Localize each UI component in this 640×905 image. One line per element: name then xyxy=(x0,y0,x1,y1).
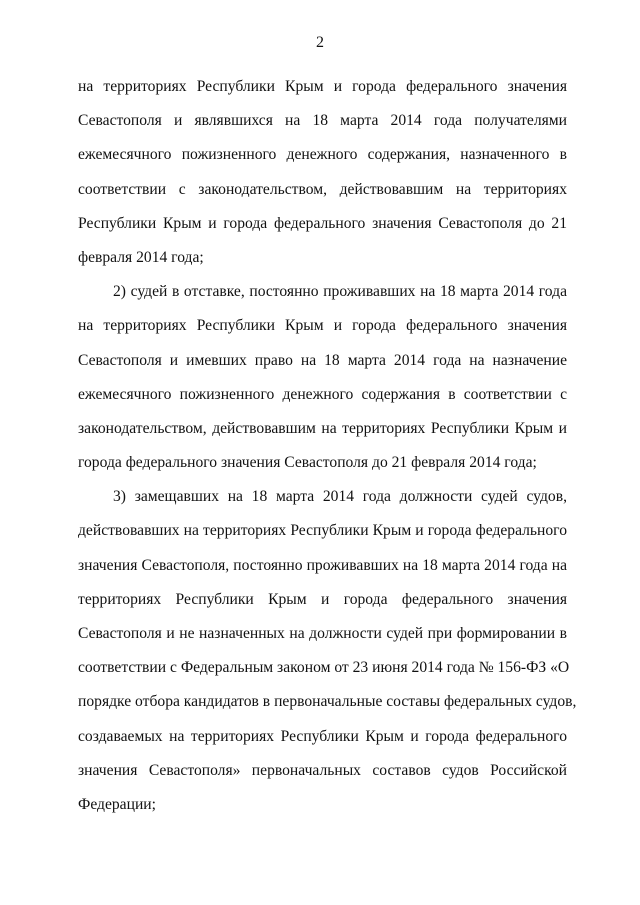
text-line: ежемесячного пожизненного денежного содержания в соответствии с xyxy=(78,385,567,403)
text-line: порядке отбора кандидатов в первоначальные составы федеральных судов, xyxy=(78,693,577,711)
text-line: соответствии с законодательством, действовавшим на территориях xyxy=(78,180,567,198)
text-line: на территориях Республики Крым и города федерального значения xyxy=(78,317,567,335)
paragraph-2 xyxy=(78,275,567,480)
text-line: соответствии с Федеральным законом от 23 июня 2014 года № 156-ФЗ «О xyxy=(78,659,570,677)
text-line: территориях Республики Крым и города федерального значения xyxy=(78,590,567,608)
text-line: февраля 2014 года; xyxy=(78,248,204,266)
text-line: значения Севастополя» первоначальных составов судов Российской xyxy=(78,761,567,779)
text-line: на территориях Республики Крым и города федерального значения xyxy=(78,78,567,95)
text-line: значения Севастополя, постоянно проживавших на 18 марта 2014 года на xyxy=(78,556,567,574)
text-line: Республики Крым и города федерального значения Севастополя до 21 xyxy=(78,214,567,232)
paragraph-1 xyxy=(78,70,567,275)
page-number: 2 xyxy=(316,34,324,51)
text-line: 3) замещавших на 18 марта 2014 года должности судей судов, xyxy=(113,488,567,506)
text-line: создаваемых на территориях Республики Крым и города федерального xyxy=(78,727,567,745)
text-line: города федерального значения Севастополя до 21 февраля 2014 года; xyxy=(78,454,537,472)
text-line: 2) судей в отставке, постоянно проживавших на 18 марта 2014 года xyxy=(113,283,567,301)
text-line: законодательством, действовавшим на территориях Республики Крым и xyxy=(78,419,567,437)
paragraph-3 xyxy=(78,480,577,822)
document-body xyxy=(78,70,577,822)
text-line: Севастополя и являвшихся на 18 марта 2014 года получателями xyxy=(78,112,567,130)
text-line: Севастополя и не назначенных на должности судей при формировании в xyxy=(78,625,567,642)
text-line: Севастополя и имевших право на 18 марта 2014 года на назначение xyxy=(78,351,567,369)
text-line: ежемесячного пожизненного денежного содержания, назначенного в xyxy=(78,146,567,164)
text-line: действовавших на территориях Республики Крым и города федерального xyxy=(78,522,567,540)
text-line: Федерации; xyxy=(78,795,156,813)
